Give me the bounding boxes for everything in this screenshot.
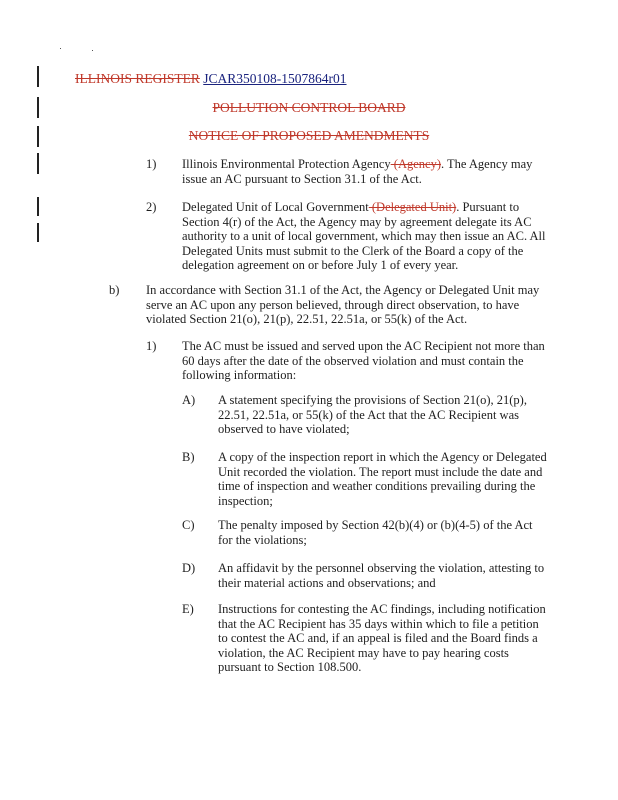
subitem-label: E) (182, 602, 194, 616)
register-title-struck: ILLINOIS REGISTER (75, 71, 200, 86)
scan-speck (60, 48, 61, 49)
item-text: Delegated Unit of Local Government (Delegated Unit). Pursuant to Section 4(r) of the Act, the Agency may by agreement delegate its AC authority to a unit of local government, which may then issue an AC. All Delegated Units must submit to the Clerk of the Board a copy of the delegation agreement on or before July 1 of every year. (182, 200, 546, 273)
subitem-text: Instructions for contesting the AC findings, including notification that the AC Recipient has 35 days within which to file a petition to contest the AC and, if an appeal is filed and the Board finds a violation, the AC Recipient may have to pay hearing costs pursuant to Section 108.500. (218, 602, 546, 675)
subsection-text: The AC must be issued and served upon the AC Recipient not more than 60 days after the date of the observed violation and must contain the following information: (182, 339, 545, 383)
notice-title-struck: NOTICE OF PROPOSED AMENDMENTS (188, 128, 430, 143)
subitem-text: The penalty imposed by Section 42(b)(4) or (b)(4-5) of the Act for the violations; (218, 518, 533, 547)
scan-speck (92, 50, 93, 51)
section-text: In accordance with Section 31.1 of the Act, the Agency or Delegated Unit may serve an AC upon any person believed, through direct observation, to have violated Section 21(o), 21(p), 22.51, 22.51a, or 55(k) of the Act. (146, 283, 540, 327)
item-label: 1) (146, 157, 157, 171)
change-bar (37, 153, 39, 174)
struck-text: (Delegated Unit) (368, 200, 457, 214)
struck-text: (Agency) (390, 157, 441, 171)
change-bar (37, 66, 39, 87)
subitem-text: An affidavit by the personnel observing the violation, attesting to their material actions and observations; and (218, 561, 545, 590)
change-bar (37, 197, 39, 216)
item-text: Illinois Environmental Protection Agency (Agency). The Agency may issue an AC pursuant to Section 31.1 of the Act. (182, 157, 533, 186)
subsection-label: 1) (146, 339, 157, 353)
section-label: b) (109, 283, 120, 297)
subitem-label: B) (182, 450, 195, 464)
change-bar (37, 223, 39, 242)
board-title-struck: POLLUTION CONTROL BOARD (212, 100, 406, 115)
register-header (75, 71, 347, 87)
subitem-text: A statement specifying the provisions of Section 21(o), 21(p), 22.51, 22.51a, or 55(k) of the Act that the AC Recipient was observed to have violated; (218, 393, 527, 437)
board-header (0, 100, 618, 116)
subitem-label: A) (182, 393, 196, 407)
subitem-label: C) (182, 518, 195, 532)
item-label: 2) (146, 200, 157, 214)
document-code: JCAR350108-1507864r01 (203, 71, 347, 86)
subitem-label: D) (182, 561, 196, 575)
notice-header (0, 128, 618, 144)
subitem-text: A copy of the inspection report in which the Agency or Delegated Unit recorded the violation. The report must include the date and time of inspection and weather conditions prevailing during the inspection; (218, 450, 547, 508)
